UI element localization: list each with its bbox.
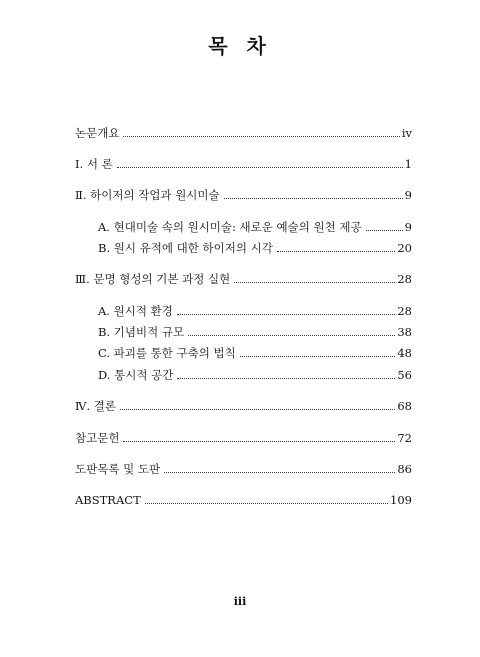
- toc-entry: [98, 346, 412, 360]
- toc-entry: [75, 493, 412, 507]
- toc-entry-page: 72: [397, 431, 412, 445]
- toc-entry: [98, 241, 412, 255]
- toc-entry-page: 28: [397, 272, 412, 286]
- toc-entry: [75, 462, 412, 476]
- toc-entry: [98, 368, 412, 382]
- toc-entry-page: iv: [401, 126, 412, 140]
- toc-entry-label: C. 파괴를 통한 구축의 법칙: [98, 346, 236, 360]
- toc-leader-dots: [145, 503, 388, 504]
- toc-entry-label: B. 원시 유적에 대한 하이저의 시각: [98, 241, 273, 255]
- toc-entry: [98, 304, 412, 318]
- toc-entry-label: Ⅲ. 문명 형성의 기본 과정 실현: [75, 272, 231, 286]
- toc-entry-page: 9: [404, 220, 412, 234]
- toc-leader-dots: [164, 472, 395, 473]
- page-title: 목 차: [208, 34, 272, 58]
- toc-entry: [98, 325, 412, 339]
- toc-leader-dots: [120, 409, 395, 410]
- toc-entry: [75, 272, 412, 286]
- footer-page-number: iii: [233, 595, 247, 608]
- toc-entry-page: 1: [404, 157, 412, 171]
- toc-leader-dots: [224, 198, 403, 199]
- toc-entry-page: 48: [397, 346, 412, 360]
- toc-entry-label: D. 통시적 공간: [98, 368, 174, 382]
- toc-entry-label: Ⅳ. 결론: [75, 399, 117, 413]
- toc-entry-page: 68: [397, 399, 412, 413]
- toc-entry-page: 109: [390, 493, 412, 507]
- toc-entry-page: 86: [397, 462, 412, 476]
- toc-entry-page: 20: [397, 241, 412, 255]
- toc-entry-page: 56: [397, 368, 412, 382]
- toc-entry-label: A. 현대미술 속의 원시미술: 새로운 예술의 원천 제공: [98, 220, 362, 234]
- toc-leader-dots: [177, 378, 395, 379]
- toc-entry: [98, 220, 412, 234]
- toc-entry-label: 논문개요: [75, 126, 120, 140]
- toc-entry-label: ABSTRACT: [75, 493, 141, 507]
- toc-leader-dots: [188, 335, 395, 336]
- toc-entry-label: A. 원시적 환경: [98, 304, 173, 318]
- toc-leader-dots: [117, 167, 403, 168]
- toc-entry: [75, 399, 412, 413]
- toc-leader-dots: [234, 282, 395, 283]
- toc-entry-page: 9: [404, 188, 412, 202]
- toc-entry: [75, 126, 412, 140]
- toc-entry: [75, 188, 412, 202]
- toc-entry-label: Ⅱ. 하이저의 작업과 원시미술: [75, 188, 220, 202]
- toc-entry-label: B. 기념비적 규모: [98, 325, 185, 339]
- toc-entry-label: 참고문헌: [75, 431, 120, 445]
- toc-leader-dots: [177, 314, 396, 315]
- toc-leader-dots: [366, 230, 403, 231]
- toc-entry-page: 38: [397, 325, 412, 339]
- toc-entry: [75, 157, 412, 171]
- toc-leader-dots: [240, 356, 396, 357]
- toc-leader-dots: [123, 136, 399, 137]
- toc-leader-dots: [277, 251, 396, 252]
- toc-entry-label: Ⅰ. 서 론: [75, 157, 113, 171]
- toc-entry-page: 28: [397, 304, 412, 318]
- toc-leader-dots: [123, 441, 395, 442]
- toc-entry-label: 도판목록 및 도판: [75, 462, 161, 476]
- toc-entry: [75, 431, 412, 445]
